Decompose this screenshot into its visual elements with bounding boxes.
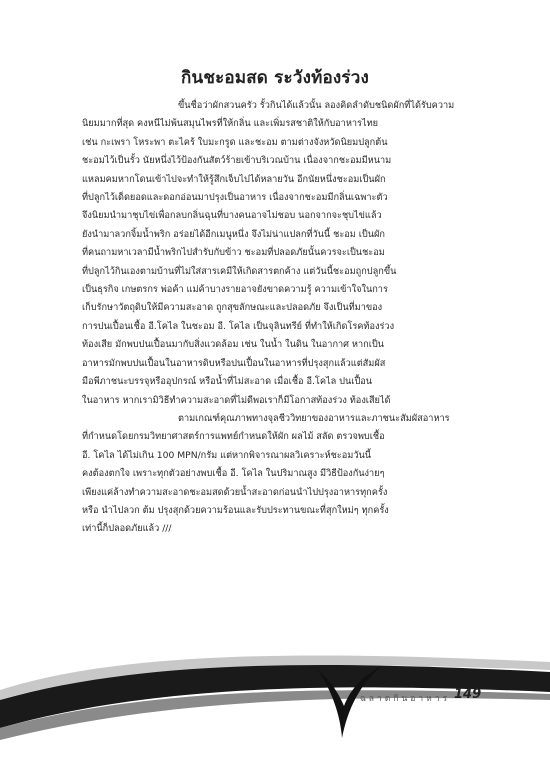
text-line: ชะอมไว้เป็นรั้ว นัยหนึ่งไว้ป้องกันสัตว์ร้ายเข้าบริเวณบ้าน เนื่องจากชะอมมีหนาม bbox=[82, 155, 392, 167]
paragraph-1 bbox=[82, 97, 468, 410]
article-title: กินชะอมสด ระวังท้องร่วง bbox=[181, 68, 369, 88]
text-line: ตามเกณฑ์คุณภาพทางจุลชีววิทยาของอาหารและภาชนะสัมผัสอาหาร bbox=[178, 412, 450, 424]
text-line: คงต้องตกใจ เพราะทุกตัวอย่างพบเชื้อ อี. โคไล ในปริมาณสูง มีวิธีป้องกันง่ายๆ bbox=[82, 468, 385, 480]
text-line: จึงนิยมนำมาชุบไข่เพื่อกลบกลิ่นฉุนที่บางคนอาจไม่ชอบ นอกจากจะชุบไข่แล้ว bbox=[82, 210, 382, 222]
text-line: ที่ปลูกไว้กินเองตามบ้านที่ไม่ใส่สารเคมีให้เกิดสารตกค้าง แต่วันนี้ชะอมถูกปลูกขึ้น bbox=[82, 265, 397, 277]
text-line: ที่คนถามหาเวลามีน้ำพริกไปสำรับกับข้าว ชะอมที่ปลอดภัยนั้นควรจะเป็นชะอม bbox=[82, 247, 385, 259]
page-number: 149 bbox=[454, 687, 482, 702]
text-line: อาหารมักพบปนเปื้อนในอาหารดิบหรือปนเปื้อนในอาหารที่ปรุงสุกแล้วแต่สัมผัส bbox=[82, 357, 386, 369]
text-line: อี. โคไล ได้ไม่เกิน 100 MPN/กรัม แต่หากพิจารณาผลวิเคราะห์ชะอมวันนี้ bbox=[82, 449, 372, 461]
paragraph-2 bbox=[82, 410, 468, 539]
text-line: เพียงแค่ล้างทำความสะอาดชะอมสดด้วยน้ำสะอาดก่อนนำไปปรุงอาหารทุกครั้ง bbox=[82, 486, 388, 498]
text-line: เป็นธุรกิจ เกษตรกร พ่อค้า แม่ค้าบางรายอาจยังขาดความรู้ ความเข้าใจในการ bbox=[82, 284, 388, 296]
text-line: ท้องเสีย มักพบปนเปื้อนมากับสิ่งแวดล้อม เช่น ในน้ำ ในดิน ในอากาศ หากเป็น bbox=[82, 339, 384, 351]
text-line: ที่ปลูกไว้เด็ดยอดและดอกอ่อนมาปรุงเป็นอาหาร เนื่องจากชะอมมีกลิ่นเฉพาะตัว bbox=[82, 192, 388, 204]
text-line: เช่น กะเพรา โหระพา ตะไคร้ ใบมะกรูด และชะอม ตามต่างจังหวัดนิยมปลูกต้น bbox=[82, 136, 388, 148]
text-line: เก็บรักษาวัตถุดิบให้มีความสะอาด ถูกสุขลักษณะและปลอดภัย จึงเป็นที่มาของ bbox=[82, 302, 383, 314]
text-line: เท่านี้ก็ปลอดภัยแล้ว /// bbox=[82, 523, 172, 535]
text-line: แหลมคมหากโดนเข้าไปจะทำให้รู้สึกเจ็บไปได้หลายวัน อีกนัยหนึ่งชะอมเป็นผัก bbox=[82, 173, 386, 185]
text-line: ขึ้นชื่อว่าผักสวนครัว รั้วกินได้แล้วนั้น ลองคิดลำดับชนิดผักที่ได้รับความ bbox=[178, 100, 455, 111]
text-line: ยังนำมาลวกจิ้มน้ำพริก อร่อยได้อีกเมนูหนึ่ง จึงไม่น่าแปลกที่วันนี้ ชะอม เป็นผัก bbox=[82, 228, 385, 240]
footer-book-label: ฉลาดกินอาหาร bbox=[360, 694, 451, 704]
text-line: นิยมมากที่สุด คงหนีไม่พ้นสมุนไพรที่ให้กลิ่น และเพิ่มรสชาติให้กับอาหารไทย bbox=[82, 118, 379, 130]
text-line: หรือ นำไปลวก ต้ม ปรุงสุกด้วยความร้อนและรับประทานขณะที่สุกใหม่ๆ ทุกครั้ง bbox=[82, 504, 389, 516]
article-body bbox=[82, 97, 468, 539]
text-line: การปนเปื้อนเชื้อ อี.โคไล ในชะอม อี. โคไล เป็นจุลินทรีย์ ที่ทำให้เกิดโรคท้องร่วง bbox=[82, 320, 395, 332]
text-line: ในอาหาร หากเรามิวิธีทำความสะอาดที่ไม่ดีพอเราก็มีโอกาสท้องร่วง ท้องเสียได้ bbox=[82, 394, 391, 406]
text-line: ที่กำหนดโดยกรมวิทยาศาสตร์การแพทย์กำหนดให้ผัก ผลไม้ สลัด ตรวจพบเชื้อ bbox=[82, 431, 385, 443]
text-line: มือพีภาชนะบรรจุหรืออุปกรณ์ หรือน้ำที่ไม่สะอาด เมื่อเชื้อ อี.โคไล ปนเปื้อน bbox=[82, 376, 373, 388]
